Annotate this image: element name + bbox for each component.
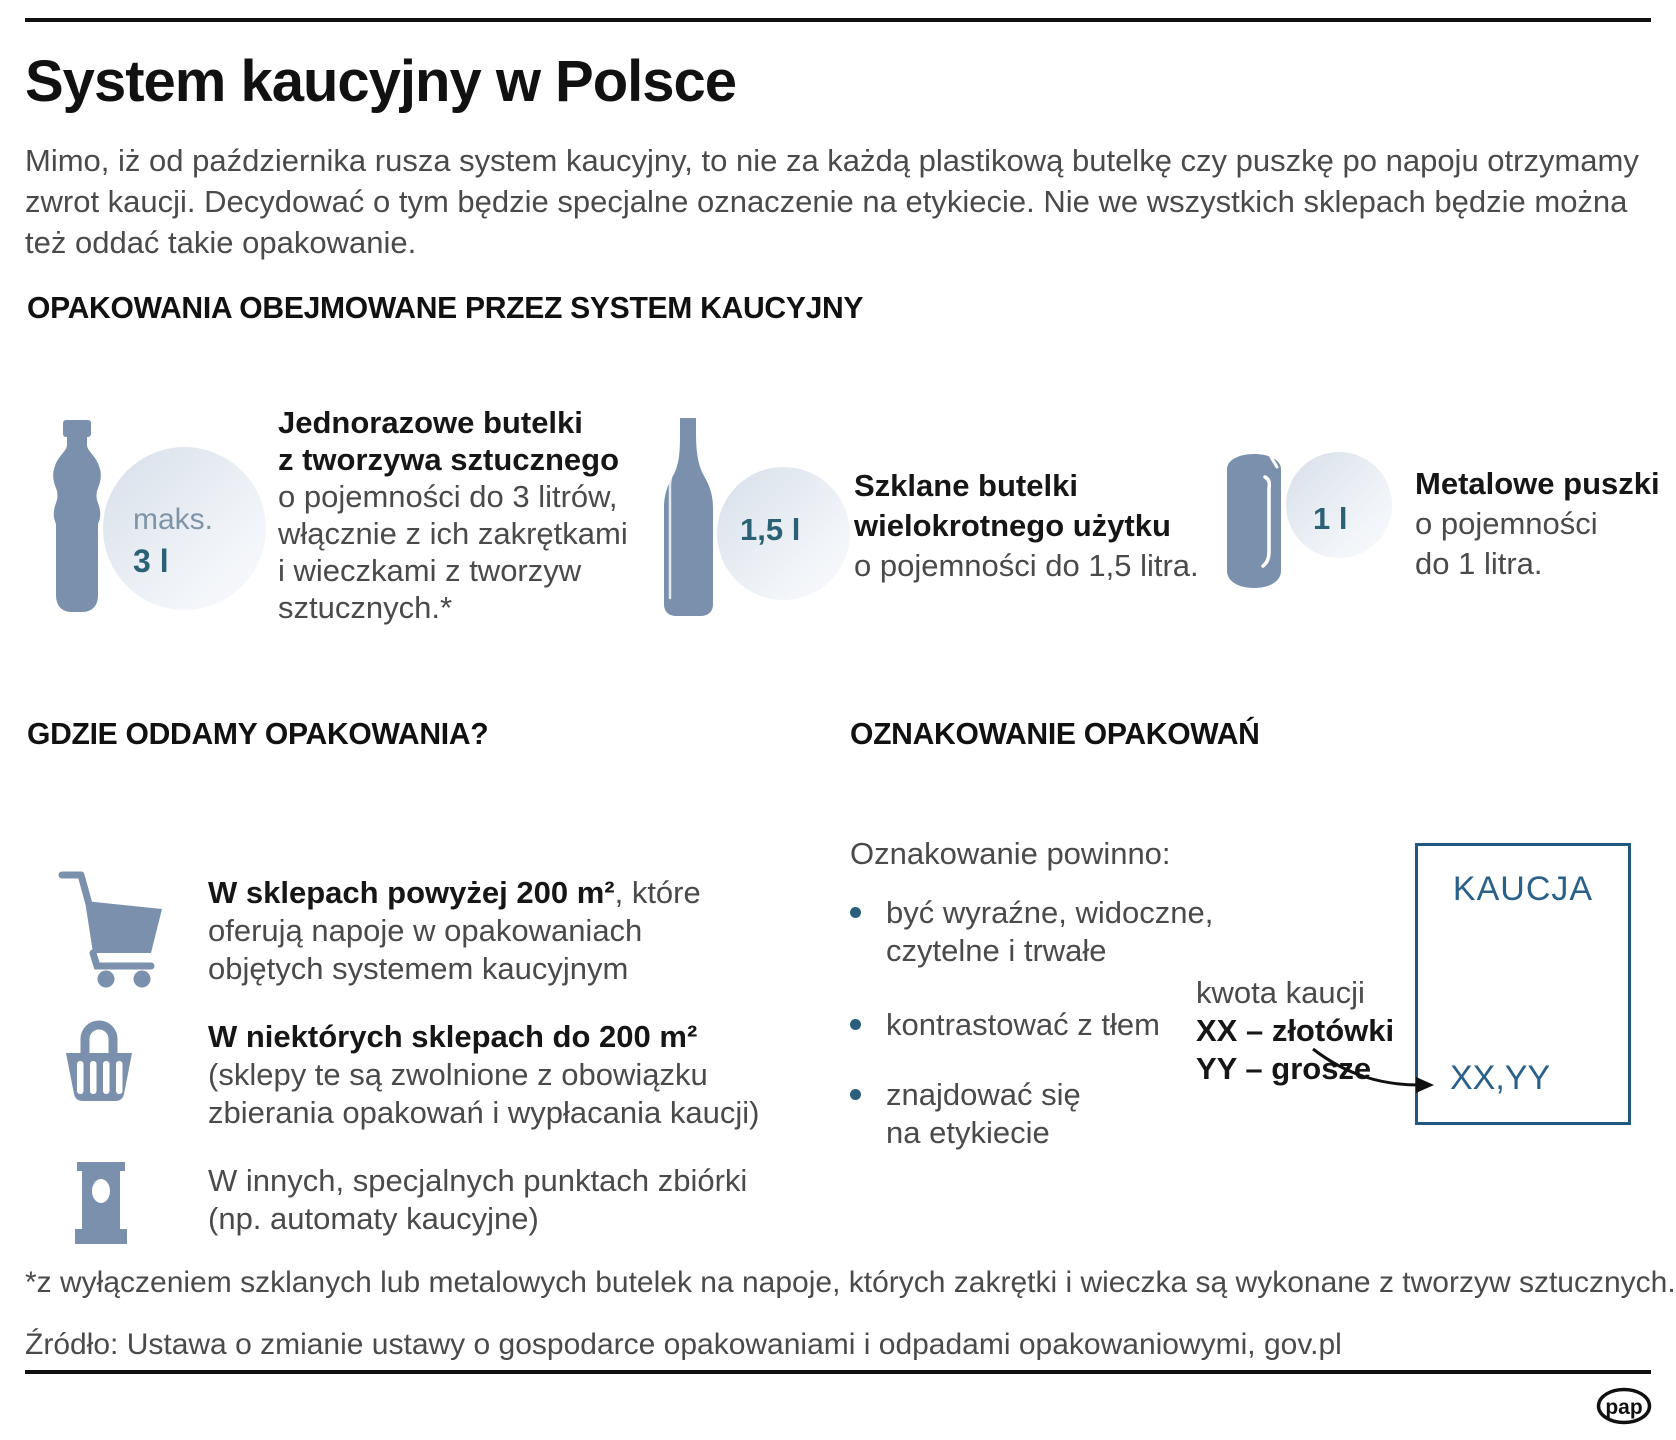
- where-item-line: objętych systemem kaucyjnym: [208, 951, 629, 986]
- item-desc-line: o pojemności do 3 litrów,: [278, 479, 618, 514]
- pap-logo-text: pap: [1605, 1396, 1643, 1419]
- plastic-bottle-icon: [46, 420, 108, 614]
- where-item-line: (np. automaty kaucyjne): [208, 1201, 539, 1236]
- section-heading-where: GDZIE ODDAMY OPAKOWANIA?: [27, 716, 489, 751]
- page-title: System kaucyjny w Polsce: [25, 49, 737, 114]
- item-desc-line: o pojemności: [1415, 506, 1598, 541]
- item-title-line: Metalowe puszki: [1415, 466, 1660, 501]
- labeling-bullet-3: [886, 1076, 1081, 1152]
- source-line: Źródło: Ustawa o zmianie ustawy o gospodarce opakowaniami i odpadami opakowaniowymi, gov.pl: [25, 1328, 1342, 1361]
- capacity-value-can: 1 l: [1313, 501, 1348, 536]
- item-desc-line: o pojemności do 1,5 litra.: [854, 548, 1199, 583]
- bullet-line: na etykiecie: [886, 1115, 1050, 1150]
- deposit-label-title: KAUCJA: [1452, 870, 1594, 908]
- item-title-line: Jednorazowe butelki: [278, 405, 583, 440]
- where-item-line: zbierania opakowań i wypłacania kaucji): [208, 1095, 760, 1130]
- where-item-bold: W niektórych sklepach do 200 m²: [208, 1019, 698, 1054]
- shopping-cart-icon: [58, 866, 164, 988]
- item-title-line: wielokrotnego użytku: [854, 508, 1171, 543]
- item-desc-line: i wieczkami z tworzyw: [278, 553, 582, 588]
- where-item-line: (sklepy te są zwolnione z obowiązku: [208, 1057, 708, 1092]
- metal-can-icon: [1222, 452, 1286, 590]
- capacity-value-plastic: 3 l: [133, 543, 169, 579]
- packaging-item-plastic-text: [278, 404, 628, 626]
- labeling-bullet-1: [886, 894, 1213, 970]
- section-heading-labeling: OZNAKOWANIE OPAKOWAŃ: [850, 716, 1260, 751]
- item-desc-line: sztucznych.*: [278, 590, 453, 625]
- deposit-note-line: YY – grosze: [1196, 1051, 1372, 1086]
- bullet-dot: [850, 907, 861, 918]
- where-item-large-shops: [208, 874, 701, 988]
- where-item-line: W innych, specjalnych punktach zbiórki: [208, 1163, 748, 1198]
- deposit-label-value: XX,YY: [1450, 1059, 1551, 1097]
- item-desc-line: włącznie z ich zakrętkami: [278, 516, 628, 551]
- where-item-collection-points: [208, 1162, 747, 1238]
- bullet-dot: [850, 1019, 861, 1030]
- pap-logo: [1596, 1387, 1652, 1425]
- shopping-basket-icon: [64, 1020, 134, 1102]
- curved-arrow-icon: [1308, 1042, 1444, 1094]
- bullet-dot: [850, 1089, 861, 1100]
- labeling-lead: Oznakowanie powinno:: [850, 836, 1171, 871]
- intro-paragraph: Mimo, iż od października rusza system kaucyjny, to nie za każdą plastikową butelkę czy puszkę po napoju otrzymamy zwrot kaucji. Decydować o tym będzie specjalne oznaczenie na etykiecie. Nie we wszystkich sklepach będzie można też oddać takie opakowanie.: [25, 143, 1639, 260]
- bottom-rule: [25, 1370, 1651, 1374]
- where-item-small-shops: [208, 1018, 759, 1132]
- bullet-line: czytelne i trwałe: [886, 933, 1107, 968]
- where-item-bold: W sklepach powyżej 200 m²: [208, 875, 615, 910]
- where-item-rest: , które: [614, 875, 701, 910]
- where-item-line: oferują napoje w opakowaniach: [208, 913, 643, 948]
- top-rule: [25, 18, 1651, 22]
- packaging-item-can-text: [1415, 464, 1660, 584]
- section-heading-packaging: OPAKOWANIA OBEJMOWANE PRZEZ SYSTEM KAUCYJNY: [27, 290, 864, 325]
- capacity-prefix-plastic: maks.: [133, 503, 214, 536]
- bullet-line: znajdować się: [886, 1077, 1081, 1112]
- packaging-item-glass-text: [854, 466, 1199, 586]
- labeling-bullet-2: [886, 1006, 1160, 1044]
- bullet-line: kontrastować z tłem: [886, 1007, 1160, 1042]
- item-desc-line: do 1 litra.: [1415, 546, 1543, 581]
- collection-bin-icon: [74, 1162, 128, 1244]
- footnote: *z wyłączeniem szklanych lub metalowych butelek na napoje, których zakrętki i wieczka są wykonane z tworzyw sztucznych.: [25, 1266, 1676, 1299]
- item-title-line: z tworzywa sztucznego: [278, 442, 620, 477]
- deposit-note-line: XX – złotówki: [1196, 1013, 1395, 1048]
- item-title-line: Szklane butelki: [854, 468, 1078, 503]
- deposit-note-line: kwota kaucji: [1196, 975, 1365, 1010]
- bullet-line: być wyraźne, widoczne,: [886, 895, 1214, 930]
- where-item-line: [208, 874, 701, 912]
- glass-bottle-icon: [660, 418, 717, 618]
- capacity-value-glass: 1,5 l: [740, 512, 801, 547]
- deposit-label-box: [1415, 843, 1631, 1125]
